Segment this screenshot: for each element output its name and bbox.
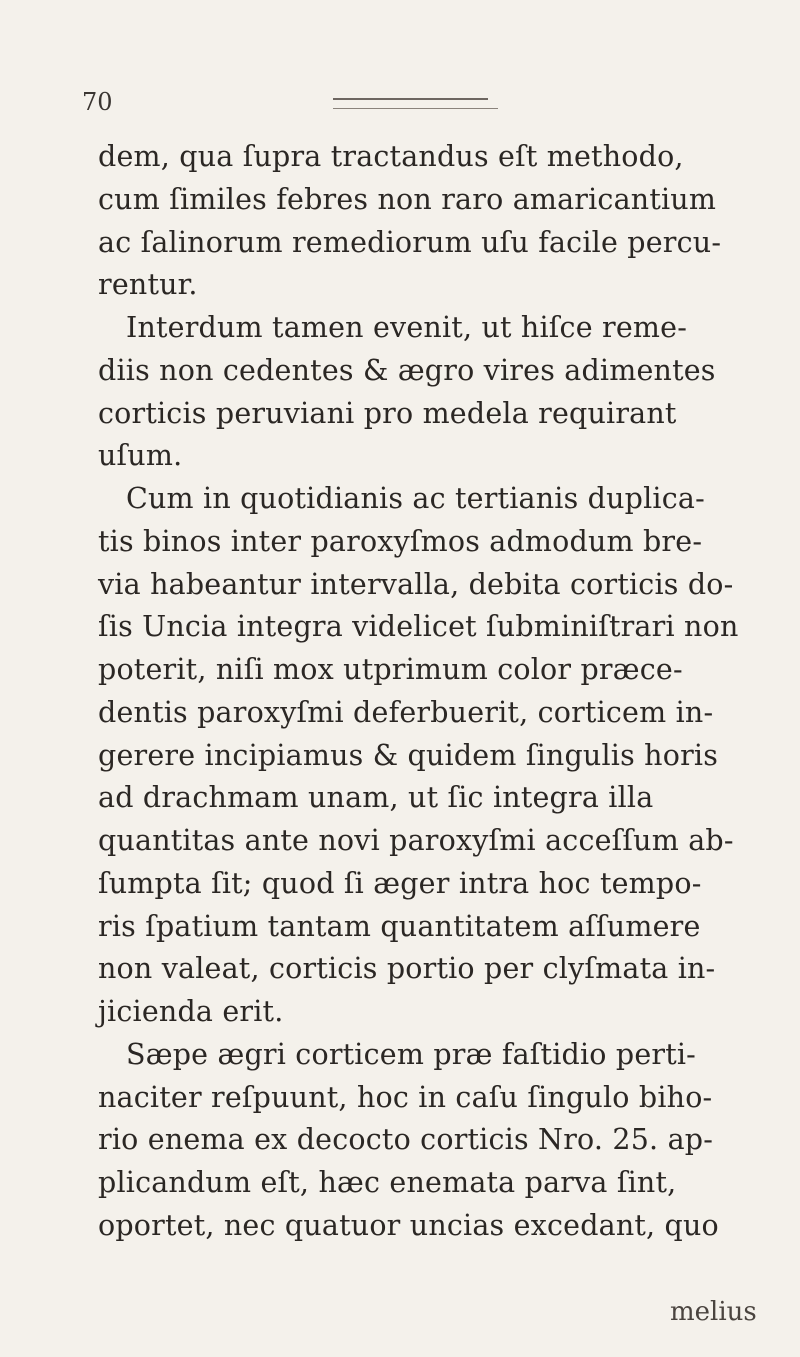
text-line: oportet, nec quatuor uncias excedant, quo xyxy=(98,1209,719,1242)
text-line: ad drachmam unam, ut ſic integra illa xyxy=(98,781,654,814)
text-line: ſis Uncia integra videlicet ſubminiſtrari non xyxy=(98,610,739,643)
text-line: rentur. xyxy=(98,268,198,301)
text-line: quantitas ante novi paroxyſmi acceſſum ab- xyxy=(98,824,734,857)
text-line: via habeantur intervalla, debita corticis do- xyxy=(98,568,734,601)
text-line: naciter reſpuunt, hoc in caſu ſingulo biho- xyxy=(98,1081,713,1114)
text-line: non valeat, corticis portio per clyſmata in- xyxy=(98,952,716,985)
text-line: cum ſimiles febres non raro amaricantium xyxy=(98,183,717,216)
header-rule-secondary xyxy=(333,108,498,109)
catchword: melius xyxy=(670,1297,757,1327)
page-number: 70 xyxy=(82,88,113,116)
text-line: plicandum eſt, hæc enemata parva ſint, xyxy=(98,1166,677,1199)
text-line: gerere incipiamus & quidem ſingulis horis xyxy=(98,739,719,772)
text-line: diis non cedentes & ægro vires adimentes xyxy=(98,354,716,387)
text-line: Interdum tamen evenit, ut hiſce reme- xyxy=(126,311,688,344)
text-line: jicienda erit. xyxy=(98,995,284,1028)
text-line: ſumpta ſit; quod ſi æger intra hoc tempo- xyxy=(98,867,702,900)
text-line: Cum in quotidianis ac tertianis duplica- xyxy=(126,482,705,515)
header-rule xyxy=(333,98,488,100)
text-line: rio enema ex decocto corticis Nro. 25. ap- xyxy=(98,1123,714,1156)
text-line: dentis paroxyſmi deferbuerit, corticem in- xyxy=(98,696,714,729)
text-line: dem, qua ſupra tractandus eſt methodo, xyxy=(98,140,684,173)
text-line: tis binos inter paroxyſmos admodum bre- xyxy=(98,525,703,558)
text-line: ac ſalinorum remediorum uſu facile percu- xyxy=(98,226,722,259)
text-line: uſum. xyxy=(98,439,183,472)
text-line: poterit, niſi mox utprimum color præce- xyxy=(98,653,683,686)
text-line: Sæpe ægri corticem præ faſtidio perti- xyxy=(126,1038,697,1071)
text-line: corticis peruviani pro medela requirant xyxy=(98,397,677,430)
text-line: ris ſpatium tantam quantitatem aſſumere xyxy=(98,910,701,943)
